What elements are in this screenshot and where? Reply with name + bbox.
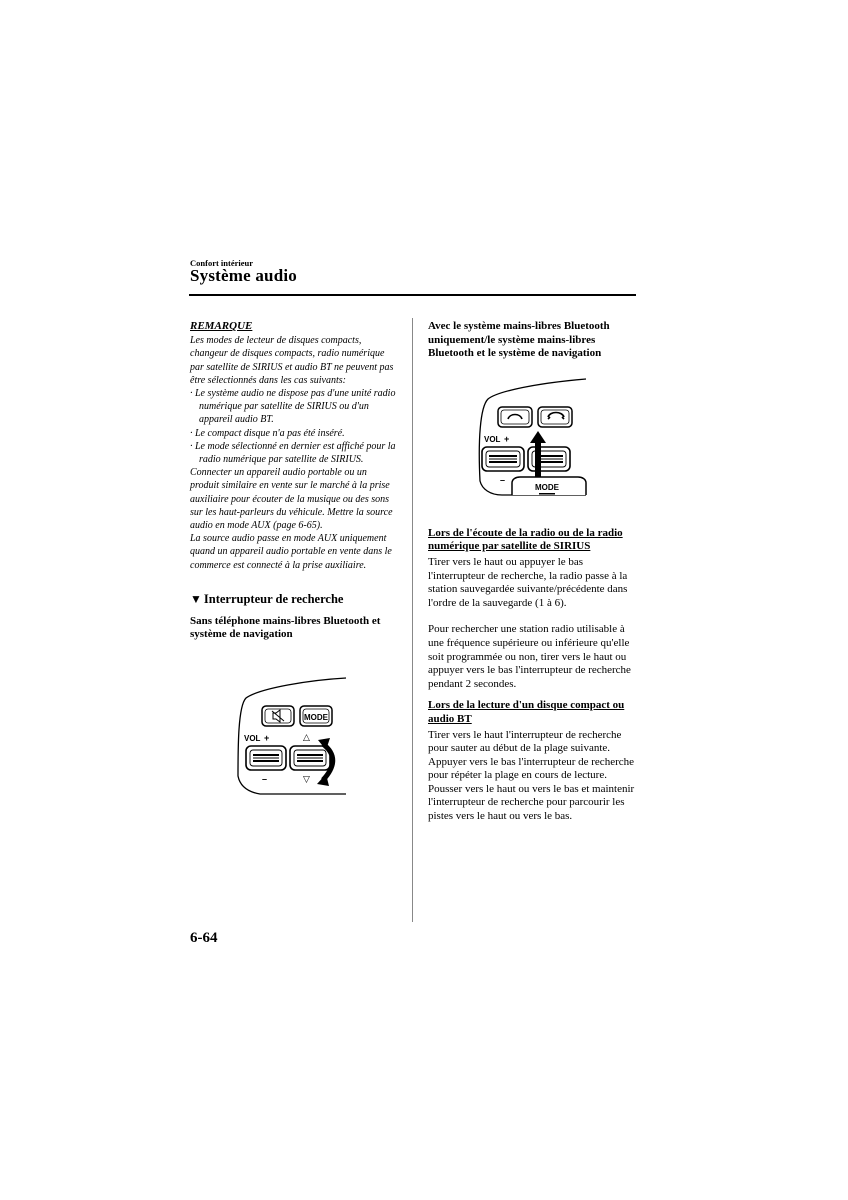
right-column <box>428 320 636 824</box>
note-heading: REMARQUE <box>190 320 253 332</box>
triangle-marker-icon: ▼ <box>190 591 202 606</box>
section-label: Confort intérieur <box>190 258 254 268</box>
mode-button-label: MODE <box>535 482 559 492</box>
volume-switch <box>246 746 286 770</box>
column-divider <box>412 318 413 922</box>
cd-paragraph: Tirer vers le haut l'interrupteur de recherche pour sauter au début de la plage suivante. <box>428 728 622 755</box>
case-heading: Avec le système mains-libres Bluetooth uniquement/le système mains-libres Bluetooth et le système de navigation <box>428 320 610 360</box>
note-bullet: · Le système audio ne dispose pas d'une unité radio numérique par satellite de SIRIUS ou d'un appareil audio BT. <box>190 388 396 426</box>
vol-minus-label: – <box>500 474 506 485</box>
vol-minus-label: – <box>262 774 268 785</box>
radio-paragraph: Tirer vers le haut ou appuyer le bas l'interrupteur de recherche, la radio passe à la station sauvegardée suivante/précédente dans l'ordre de la sauvegarde (1 à 6). <box>428 555 628 609</box>
vol-plus-label: + <box>264 733 270 744</box>
steering-switch-figure <box>190 658 396 808</box>
page-number: 6-64 <box>190 930 218 946</box>
mode-button <box>300 706 332 726</box>
note-intro: Les modes de lecteur de disques compacts, changeur de disques compacts, radio numérique par satellite de SIRIUS et audio BT ne peuvent pas être sélectionnés dans les cas suivants: <box>190 335 394 386</box>
seek-up-icon: △ <box>303 732 310 743</box>
volume-switch <box>482 447 524 471</box>
radio-paragraph: Pour rechercher une station radio utilisable à une fréquence supérieure ou inférieure qu'elle soit programmée ou non, tirer vers le haut ou appuyer vers le bas l'interrupteur de recherche pendant 2 secondes. <box>428 623 631 690</box>
vol-label: VOL <box>484 434 501 444</box>
note-block <box>190 320 396 572</box>
title-rule <box>189 294 636 296</box>
seek-down-icon: ▽ <box>303 774 310 785</box>
subsection-heading <box>190 592 396 607</box>
subsection-title: Interrupteur de recherche <box>203 591 344 606</box>
vol-plus-label: + <box>504 433 510 444</box>
seek-switch <box>528 447 570 471</box>
cd-paragraph: Appuyer vers le bas l'interrupteur de recherche pour répéter la plage en cours de lecture. <box>428 755 634 782</box>
page-title: Système audio <box>190 266 297 285</box>
note-bullet: · Le compact disque n'a pas été inséré. <box>190 427 345 439</box>
hang-up-button <box>538 407 572 427</box>
seek-switch <box>290 746 330 770</box>
steering-switch-figure-bluetooth <box>428 371 636 521</box>
left-column <box>190 320 396 808</box>
cd-paragraph: Pousser vers le haut ou vers le bas et maintenir l'interrupteur de recherche pour parcourir les pistes vers le haut ou vers le bas. <box>428 782 635 823</box>
case-heading: Sans téléphone mains-libres Bluetooth et système de navigation <box>190 614 381 641</box>
cd-heading: Lors de la lecture d'un disque compact ou audio BT <box>428 699 625 725</box>
mode-button <box>512 477 586 495</box>
vol-label: VOL <box>244 734 261 744</box>
note-paragraph: Connecter un appareil audio portable ou un produit similaire en vente sur le marché à la prise auxiliaire pour écouter de la musique ou des sons sur les haut-parleurs du véhicule. Mettre la source audio en mode AUX (page 6-65). <box>190 467 393 532</box>
cd-text <box>428 729 636 824</box>
radio-heading: Lors de l'écoute de la radio ou de la radio numérique par satellite de SIRIUS <box>428 526 623 553</box>
pick-up-button <box>498 407 532 427</box>
radio-text <box>428 556 636 691</box>
mode-button-label: MODE <box>304 713 328 723</box>
note-paragraph: La source audio passe en mode AUX uniquement quand un appareil audio portable en vente dans le commerce est connecté à la prise auxiliaire. <box>190 533 392 571</box>
note-bullet: · Le mode sélectionné en dernier est affiché pour la radio numérique par satellite de SIRIUS. <box>190 440 396 466</box>
